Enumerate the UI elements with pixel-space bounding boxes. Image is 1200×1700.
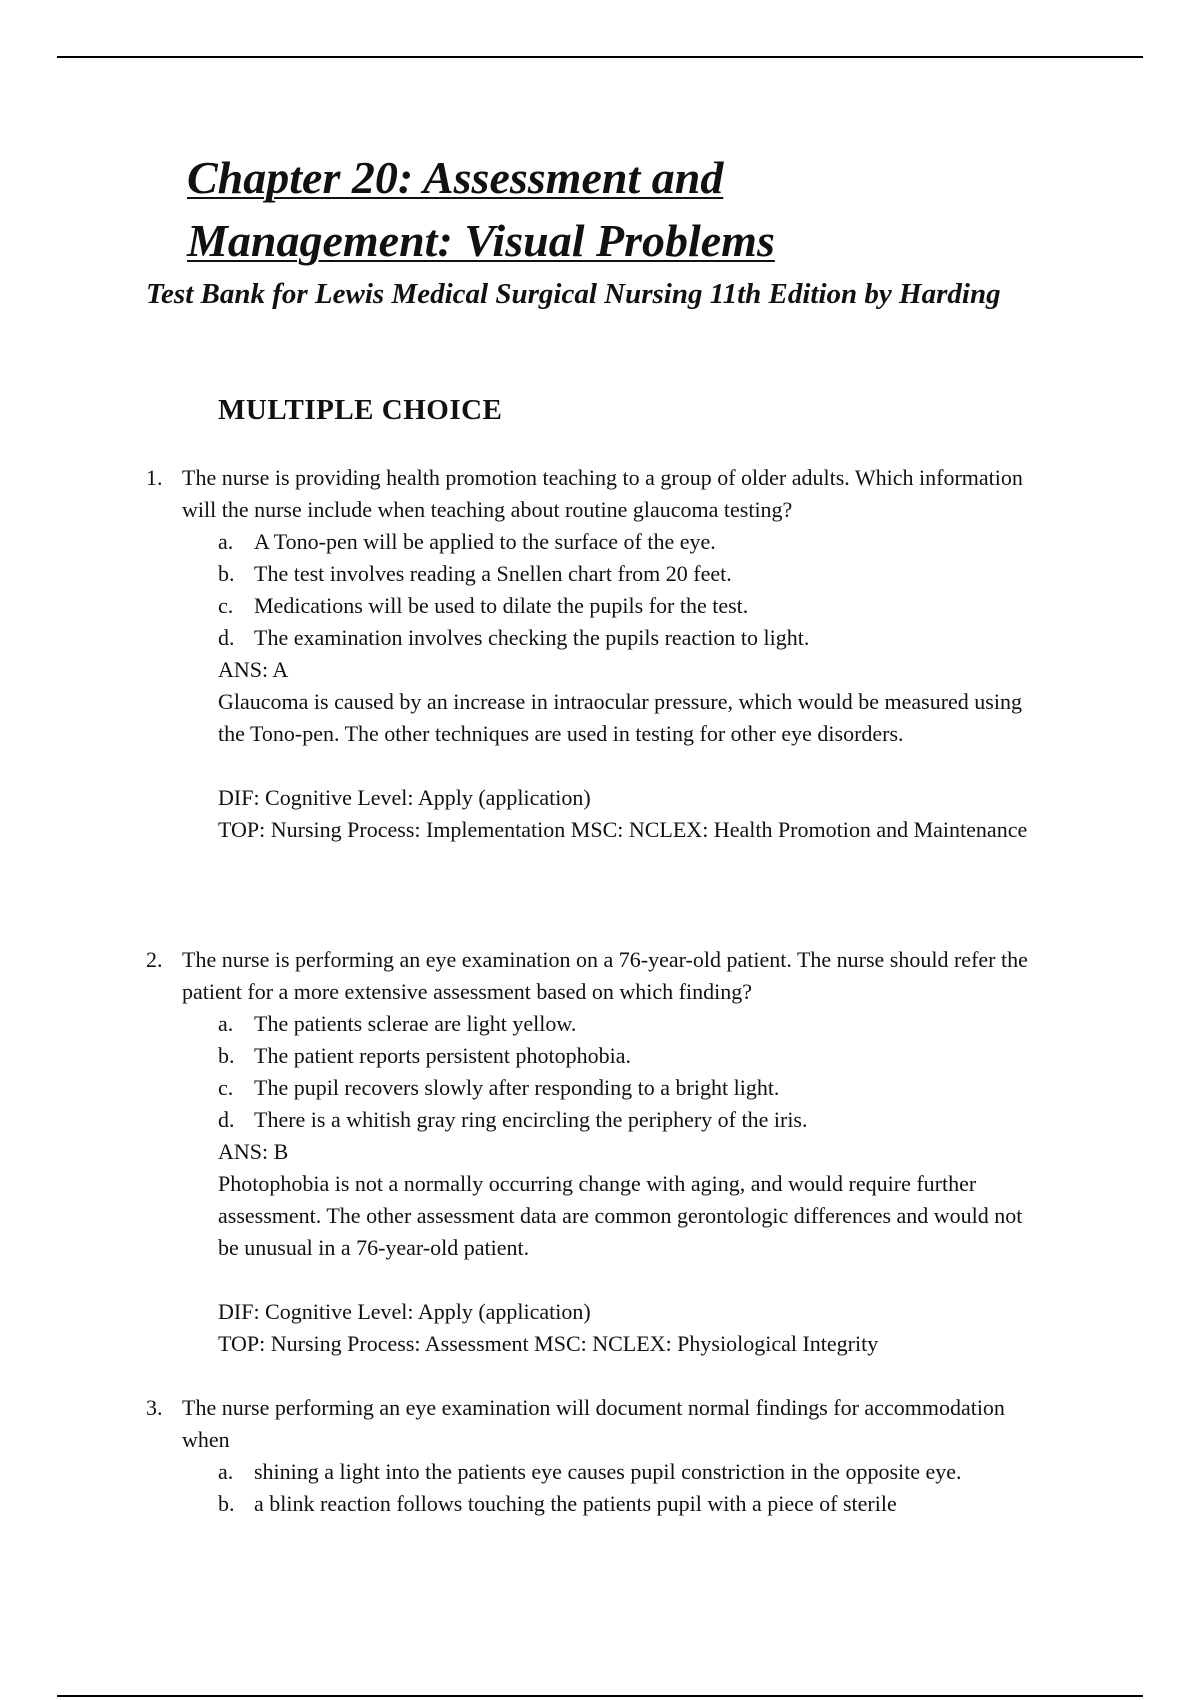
option-letter: d. [218, 1107, 235, 1132]
answer-block [218, 1136, 1038, 1360]
option-text: The test involves reading a Snellen chart from 20 feet. [254, 561, 732, 586]
answer-block [218, 654, 1038, 846]
option-letter: a. [218, 529, 234, 554]
rationale: Glaucoma is caused by an increase in intraocular pressure, which would be measured using the Tono-pen. The other techniques are used in testing for other eye disorders. [218, 689, 1022, 746]
option-a [218, 1456, 1046, 1488]
option-a [218, 526, 1046, 558]
option-d [218, 1104, 1046, 1136]
option-b [218, 1488, 1046, 1520]
question-3 [146, 1392, 1046, 1520]
question-2 [146, 944, 1046, 1360]
option-text: The pupil recovers slowly after responding to a bright light. [254, 1075, 780, 1100]
option-letter: c. [218, 593, 234, 618]
option-letter: b. [218, 561, 235, 586]
chapter-title [187, 146, 987, 272]
answer-key: ANS: B [218, 1139, 289, 1164]
topic: TOP: Nursing Process: Implementation MSC: NCLEX: Health Promotion and Maintenance [218, 817, 1028, 842]
answer-options [218, 526, 1046, 654]
option-letter: a. [218, 1459, 234, 1484]
option-letter: d. [218, 625, 235, 650]
question-stem: The nurse performing an eye examination will document normal findings for accommodation when [182, 1395, 1005, 1452]
document-subtitle: Test Bank for Lewis Medical Surgical Nursing 11th Edition by Harding [146, 278, 1001, 310]
option-a [218, 1008, 1046, 1040]
question-number: 3. [146, 1395, 163, 1420]
question-1 [146, 462, 1046, 846]
option-text: The patients sclerae are light yellow. [254, 1011, 577, 1036]
question-number: 1. [146, 465, 163, 490]
bottom-rule [57, 1695, 1143, 1697]
option-text: The patient reports persistent photophobia. [254, 1043, 631, 1068]
option-letter: c. [218, 1075, 234, 1100]
top-rule [57, 56, 1143, 58]
option-text: a blink reaction follows touching the patients pupil with a piece of sterile [254, 1491, 897, 1516]
option-text: shining a light into the patients eye causes pupil constriction in the opposite eye. [254, 1459, 962, 1484]
option-letter: b. [218, 1491, 235, 1516]
option-b [218, 558, 1046, 590]
option-d [218, 622, 1046, 654]
topic: TOP: Nursing Process: Assessment MSC: NCLEX: Physiological Integrity [218, 1331, 879, 1356]
answer-options [218, 1008, 1046, 1136]
question-number: 2. [146, 947, 163, 972]
question-stem: The nurse is providing health promotion teaching to a group of older adults. Which information will the nurse include when teaching about routine glaucoma testing? [182, 465, 1023, 522]
option-letter: b. [218, 1043, 235, 1068]
option-c [218, 1072, 1046, 1104]
difficulty: DIF: Cognitive Level: Apply (application) [218, 785, 591, 810]
answer-options [218, 1456, 1046, 1520]
rationale: Photophobia is not a normally occurring change with aging, and would require further assessment. The other assessment data are common gerontologic differences and would not be unusual in a 76-year-old patient. [218, 1171, 1023, 1260]
option-c [218, 590, 1046, 622]
option-text: There is a whitish gray ring encircling the periphery of the iris. [254, 1107, 808, 1132]
difficulty: DIF: Cognitive Level: Apply (application) [218, 1299, 591, 1324]
option-letter: a. [218, 1011, 234, 1036]
chapter-title-line-1: Chapter 20: Assessment and [187, 152, 724, 203]
option-text: A Tono-pen will be applied to the surface of the eye. [254, 529, 716, 554]
option-b [218, 1040, 1046, 1072]
option-text: The examination involves checking the pupils reaction to light. [254, 625, 810, 650]
option-text: Medications will be used to dilate the pupils for the test. [254, 593, 749, 618]
chapter-title-line-2: Management: Visual Problems [187, 215, 775, 266]
answer-key: ANS: A [218, 657, 289, 682]
section-heading: MULTIPLE CHOICE [218, 394, 503, 426]
question-stem: The nurse is performing an eye examination on a 76-year-old patient. The nurse should refer the patient for a more extensive assessment based on which finding? [182, 947, 1028, 1004]
